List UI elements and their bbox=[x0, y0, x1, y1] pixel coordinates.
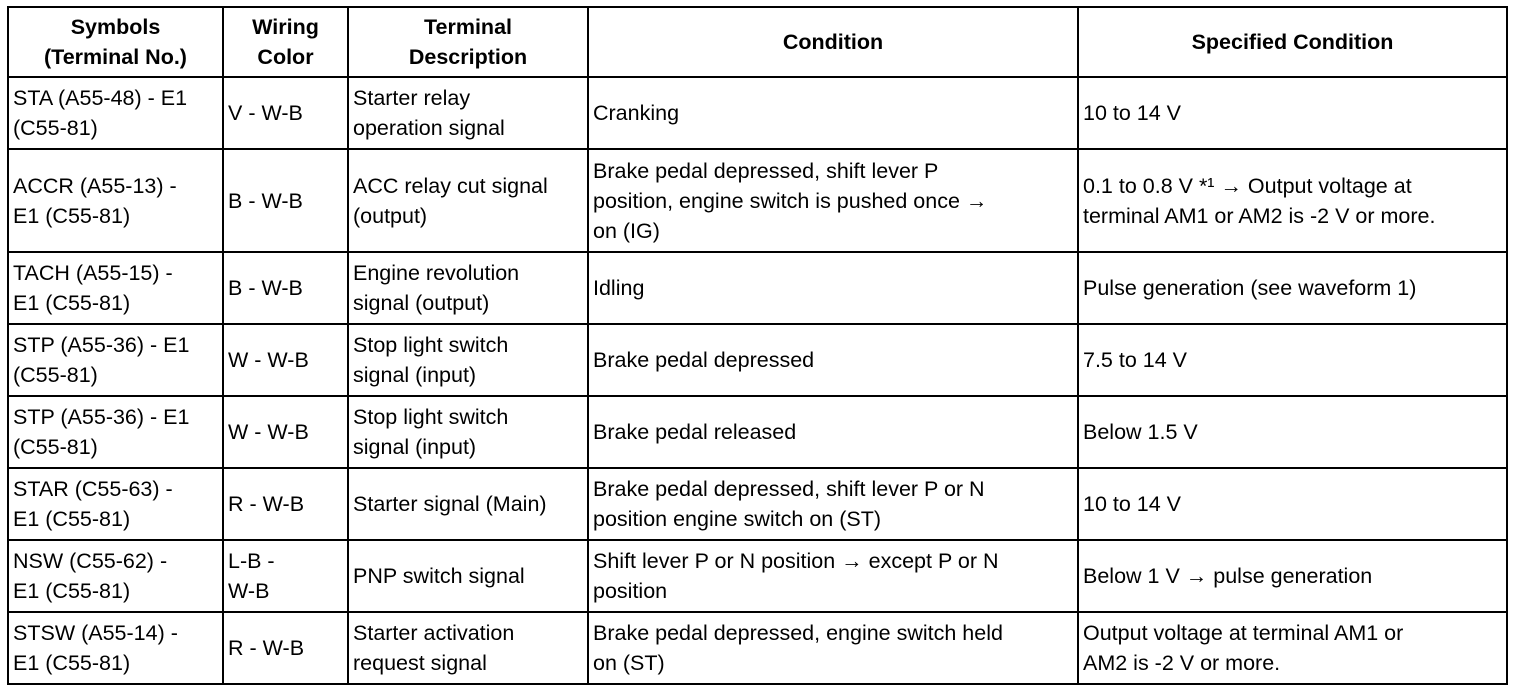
cell-symbols-line: STA (A55-48) - E1 bbox=[13, 86, 188, 110]
cell-condition-line: Shift lever P or N position → except P or N bbox=[593, 549, 999, 573]
table-row bbox=[8, 149, 1507, 252]
cell-specified-line: AM2 is -2 V or more. bbox=[1083, 651, 1281, 675]
cell-specified-line: 10 to 14 V bbox=[1083, 101, 1182, 125]
cell-condition bbox=[588, 540, 1078, 612]
cell-wiring-line: B - W-B bbox=[228, 276, 303, 300]
cell-specified bbox=[1078, 612, 1507, 684]
header-specified-condition bbox=[1078, 7, 1507, 77]
cell-symbols-line: E1 (C55-81) bbox=[13, 579, 131, 603]
cell-condition-line: position, engine switch is pushed once → bbox=[593, 188, 988, 213]
header-terminal-line1: Terminal bbox=[423, 15, 512, 39]
cell-specified-line: Below 1 V → pulse generation bbox=[1083, 564, 1373, 588]
cell-terminal bbox=[348, 540, 588, 612]
cell-wiring bbox=[223, 468, 348, 540]
cell-specified-line: 10 to 14 V bbox=[1083, 492, 1182, 516]
cell-condition-line: Brake pedal released bbox=[593, 420, 797, 444]
cell-terminal-line: (output) bbox=[353, 203, 428, 228]
header-condition bbox=[588, 7, 1078, 77]
cell-wiring-line: R - W-B bbox=[228, 492, 305, 516]
cell-terminal-line: signal (output) bbox=[353, 291, 490, 315]
cell-condition-line: on (IG) bbox=[593, 218, 660, 243]
cell-terminal bbox=[348, 324, 588, 396]
cell-condition bbox=[588, 149, 1078, 252]
cell-symbols-line: (C55-81) bbox=[13, 116, 98, 140]
cell-specified bbox=[1078, 149, 1507, 252]
cell-terminal-line: signal (input) bbox=[353, 363, 477, 387]
cell-wiring bbox=[223, 612, 348, 684]
cell-terminal bbox=[348, 149, 588, 252]
cell-specified-line: Pulse generation (see waveform 1) bbox=[1083, 276, 1417, 300]
cell-symbols-line: STP (A55-36) - E1 bbox=[13, 333, 190, 357]
cell-terminal bbox=[348, 252, 588, 324]
cell-condition bbox=[588, 77, 1078, 149]
cell-terminal-line: signal (input) bbox=[353, 435, 477, 459]
header-symbols-line1: Symbols bbox=[70, 15, 161, 39]
cell-condition bbox=[588, 252, 1078, 324]
cell-symbols-line: STAR (C55-63) - bbox=[13, 477, 173, 501]
cell-specified-line: Below 1.5 V bbox=[1083, 420, 1198, 444]
terminal-spec-table bbox=[7, 6, 1508, 685]
cell-wiring-line: R - W-B bbox=[228, 636, 305, 660]
cell-symbols-line: (C55-81) bbox=[13, 435, 98, 459]
header-condition-line1: Condition bbox=[782, 30, 884, 54]
cell-terminal-line: operation signal bbox=[353, 116, 505, 140]
cell-specified-line: 7.5 to 14 V bbox=[1083, 348, 1187, 372]
cell-wiring bbox=[223, 324, 348, 396]
cell-specified-line: terminal AM1 or AM2 is -2 V or more. bbox=[1083, 203, 1436, 228]
cell-symbols-line: ACCR (A55-13) - bbox=[13, 173, 177, 198]
cell-terminal bbox=[348, 77, 588, 149]
cell-condition-line: Brake pedal depressed bbox=[593, 348, 815, 372]
cell-terminal-line: Starter signal (Main) bbox=[353, 492, 547, 516]
cell-terminal-line: Stop light switch bbox=[353, 405, 509, 429]
cell-symbols-line: E1 (C55-81) bbox=[13, 291, 131, 315]
cell-symbols bbox=[8, 468, 223, 540]
spec-table-container bbox=[7, 6, 1508, 685]
cell-wiring bbox=[223, 77, 348, 149]
cell-wiring-line: W - W-B bbox=[228, 420, 309, 444]
cell-specified-line: 0.1 to 0.8 V *¹ → Output voltage at bbox=[1083, 173, 1412, 198]
table-row bbox=[8, 468, 1507, 540]
cell-wiring-line: B - W-B bbox=[228, 188, 303, 213]
cell-terminal-line: request signal bbox=[353, 651, 487, 675]
cell-wiring-line: V - W-B bbox=[228, 101, 303, 125]
cell-symbols-line: E1 (C55-81) bbox=[13, 203, 131, 228]
cell-wiring bbox=[223, 149, 348, 252]
cell-terminal-line: Starter activation bbox=[353, 621, 515, 645]
cell-symbols bbox=[8, 252, 223, 324]
cell-terminal bbox=[348, 396, 588, 468]
cell-wiring-line: W-B bbox=[228, 579, 270, 603]
cell-symbols-line: TACH (A55-15) - bbox=[13, 261, 173, 285]
cell-symbols bbox=[8, 149, 223, 252]
cell-symbols bbox=[8, 540, 223, 612]
cell-terminal bbox=[348, 612, 588, 684]
header-symbols bbox=[8, 7, 223, 77]
cell-symbols bbox=[8, 612, 223, 684]
cell-symbols-line: NSW (C55-62) - bbox=[13, 549, 168, 573]
cell-terminal-line: Starter relay bbox=[353, 86, 471, 110]
cell-condition-line: Idling bbox=[593, 276, 645, 300]
cell-wiring bbox=[223, 252, 348, 324]
cell-wiring bbox=[223, 540, 348, 612]
cell-condition-line: Brake pedal depressed, shift lever P bbox=[593, 158, 939, 183]
cell-condition bbox=[588, 324, 1078, 396]
table-row bbox=[8, 540, 1507, 612]
header-row bbox=[8, 7, 1507, 77]
cell-specified bbox=[1078, 468, 1507, 540]
cell-symbols-line: STP (A55-36) - E1 bbox=[13, 405, 190, 429]
cell-symbols-line: E1 (C55-81) bbox=[13, 651, 131, 675]
cell-specified-line: Output voltage at terminal AM1 or bbox=[1083, 621, 1404, 645]
cell-specified bbox=[1078, 540, 1507, 612]
cell-symbols bbox=[8, 396, 223, 468]
cell-terminal-line: Stop light switch bbox=[353, 333, 509, 357]
cell-condition bbox=[588, 468, 1078, 540]
table-row bbox=[8, 252, 1507, 324]
cell-symbols bbox=[8, 324, 223, 396]
cell-wiring-line: L-B - bbox=[228, 549, 275, 573]
header-specified-line1: Specified Condition bbox=[1191, 30, 1394, 54]
table-row bbox=[8, 612, 1507, 684]
cell-specified bbox=[1078, 77, 1507, 149]
cell-symbols-line: STSW (A55-14) - bbox=[13, 621, 178, 645]
table-row bbox=[8, 396, 1507, 468]
cell-condition-line: Brake pedal depressed, shift lever P or N bbox=[593, 477, 985, 501]
cell-condition-line: position engine switch on (ST) bbox=[593, 507, 882, 531]
cell-specified bbox=[1078, 324, 1507, 396]
cell-wiring bbox=[223, 396, 348, 468]
cell-terminal-line: PNP switch signal bbox=[353, 564, 525, 588]
table-row bbox=[8, 324, 1507, 396]
cell-condition-line: position bbox=[593, 579, 668, 603]
cell-wiring-line: W - W-B bbox=[228, 348, 309, 372]
cell-condition-line: Brake pedal depressed, engine switch held bbox=[593, 621, 1003, 645]
header-wiring-line1: Wiring bbox=[252, 15, 319, 39]
cell-condition bbox=[588, 396, 1078, 468]
table-body bbox=[8, 77, 1507, 684]
cell-terminal-line: Engine revolution bbox=[353, 261, 520, 285]
cell-terminal-line: ACC relay cut signal bbox=[353, 173, 548, 198]
header-symbols-line2: (Terminal No.) bbox=[44, 45, 187, 69]
header-terminal-description bbox=[348, 7, 588, 77]
table-row bbox=[8, 77, 1507, 149]
cell-symbols-line: (C55-81) bbox=[13, 363, 98, 387]
cell-specified bbox=[1078, 396, 1507, 468]
header-terminal-line2: Description bbox=[408, 45, 528, 69]
cell-symbols-line: E1 (C55-81) bbox=[13, 507, 131, 531]
cell-condition-line: on (ST) bbox=[593, 651, 665, 675]
cell-specified bbox=[1078, 252, 1507, 324]
cell-terminal bbox=[348, 468, 588, 540]
header-wiring-line2: Color bbox=[257, 45, 314, 69]
cell-condition bbox=[588, 612, 1078, 684]
cell-symbols bbox=[8, 77, 223, 149]
header-wiring-color bbox=[223, 7, 348, 77]
cell-condition-line: Cranking bbox=[593, 101, 680, 125]
